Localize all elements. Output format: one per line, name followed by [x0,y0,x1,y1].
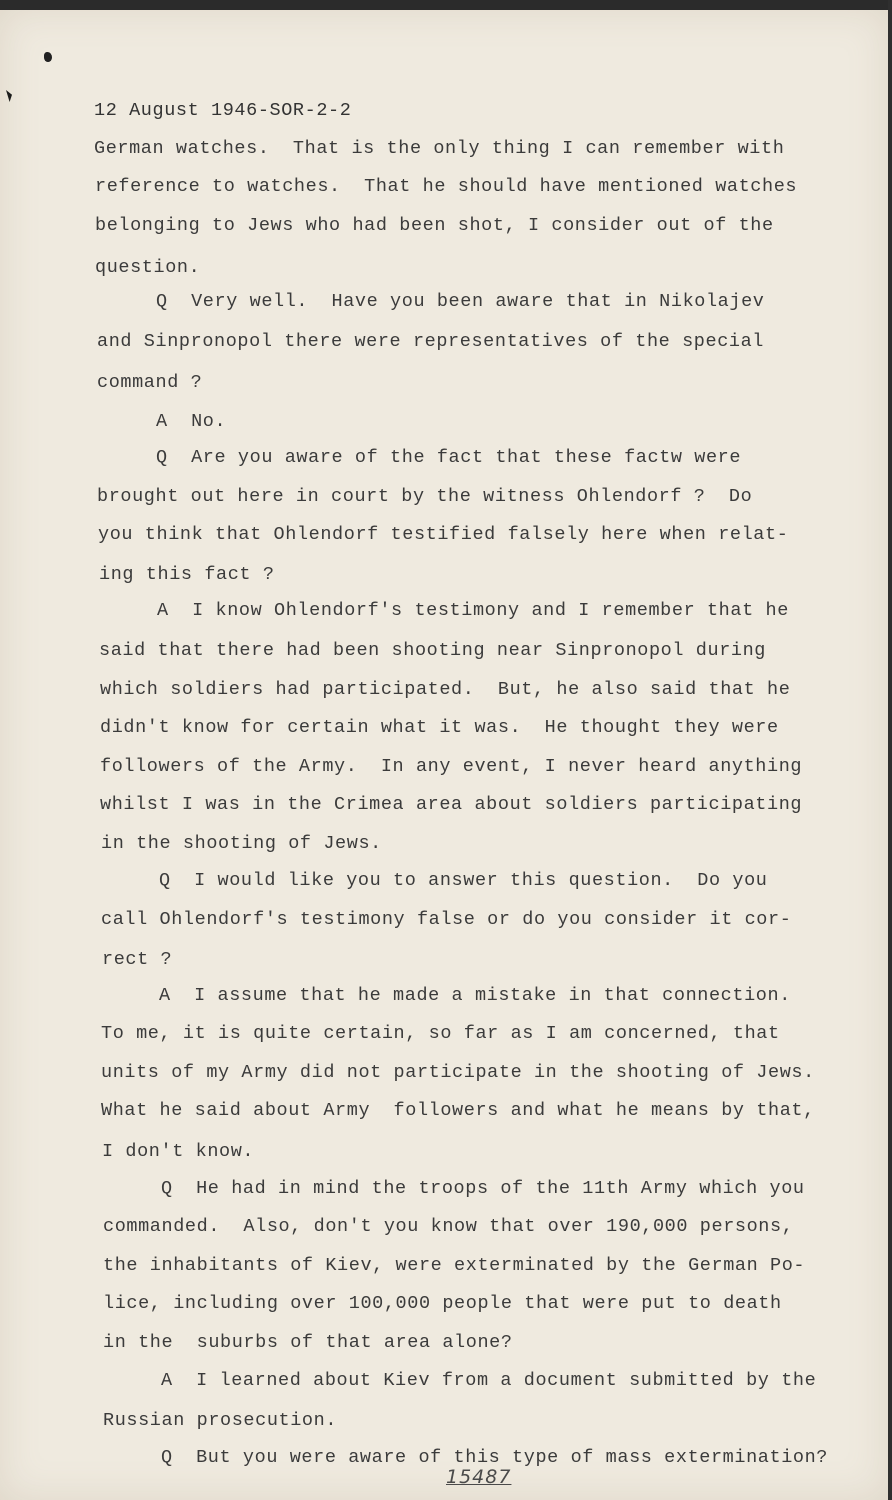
text-line: What he said about Army followers and what he means by that, [101,1100,815,1121]
text-line: didn't know for certain what it was. He thought they were [100,717,779,738]
text-line: Q But you were aware of this type of mass extermination? [161,1447,829,1468]
text-line: command ? [97,372,203,393]
text-line: which soldiers had participated. But, he also said that he [100,679,791,700]
text-line: the inhabitants of Kiev, were exterminated by the German Po- [103,1255,806,1276]
text-line: in the shooting of Jews. [101,833,382,854]
handwritten-page-number: 15487 [446,1466,512,1488]
text-line: followers of the Army. In any event, I never heard anything [100,756,803,777]
text-line: question. [95,257,201,278]
text-line: Q I would like you to answer this question. Do you [159,870,768,891]
text-line: To me, it is quite certain, so far as I am concerned, that [101,1023,780,1044]
text-line: ing this fact ? [99,564,275,585]
text-line: A I assume that he made a mistake in that connection. [159,985,791,1006]
page-header: 12 August 1946-SOR-2-2 [94,100,352,121]
scan-border-right [888,0,892,1500]
text-line: A I know Ohlendorf's testimony and I remember that he [157,600,789,621]
text-line: Q He had in mind the troops of the 11th Army which you [161,1178,805,1199]
text-line: brought out here in court by the witness Ohlendorf ? Do [97,486,753,507]
text-line: German watches. That is the only thing I can remember with [94,138,785,159]
document-page [0,8,888,1500]
text-line: belonging to Jews who had been shot, I consider out of the [95,215,774,236]
text-line: you think that Ohlendorf testified falsely here when relat- [98,524,789,545]
text-line: units of my Army did not participate in the shooting of Jews. [101,1062,815,1083]
text-line: and Sinpronopol there were representatives of the special [97,331,765,352]
text-line: Russian prosecution. [103,1410,338,1431]
corner-tear-mark [6,90,12,102]
text-line: commanded. Also, don't you know that over 190,000 persons, [103,1216,794,1237]
text-line: lice, including over 100,000 people that were put to death [103,1293,782,1314]
punch-hole-mark [44,52,52,62]
scan-border-top [0,0,892,10]
text-line: A I learned about Kiev from a document submitted by the [161,1370,817,1391]
text-line: I don't know. [102,1141,255,1162]
text-line: said that there had been shooting near Sinpronopol during [99,640,767,661]
text-line: Q Are you aware of the fact that these factw were [156,447,742,468]
text-line: whilst I was in the Crimea area about soldiers participating [100,794,803,815]
text-line: reference to watches. That he should have mentioned watches [95,176,798,197]
text-line: Q Very well. Have you been aware that in Nikolajev [156,291,765,312]
text-line: rect ? [102,949,173,970]
text-line: in the suburbs of that area alone? [103,1332,513,1353]
text-line: A No. [156,411,227,432]
text-line: call Ohlendorf's testimony false or do you consider it cor- [101,909,792,930]
